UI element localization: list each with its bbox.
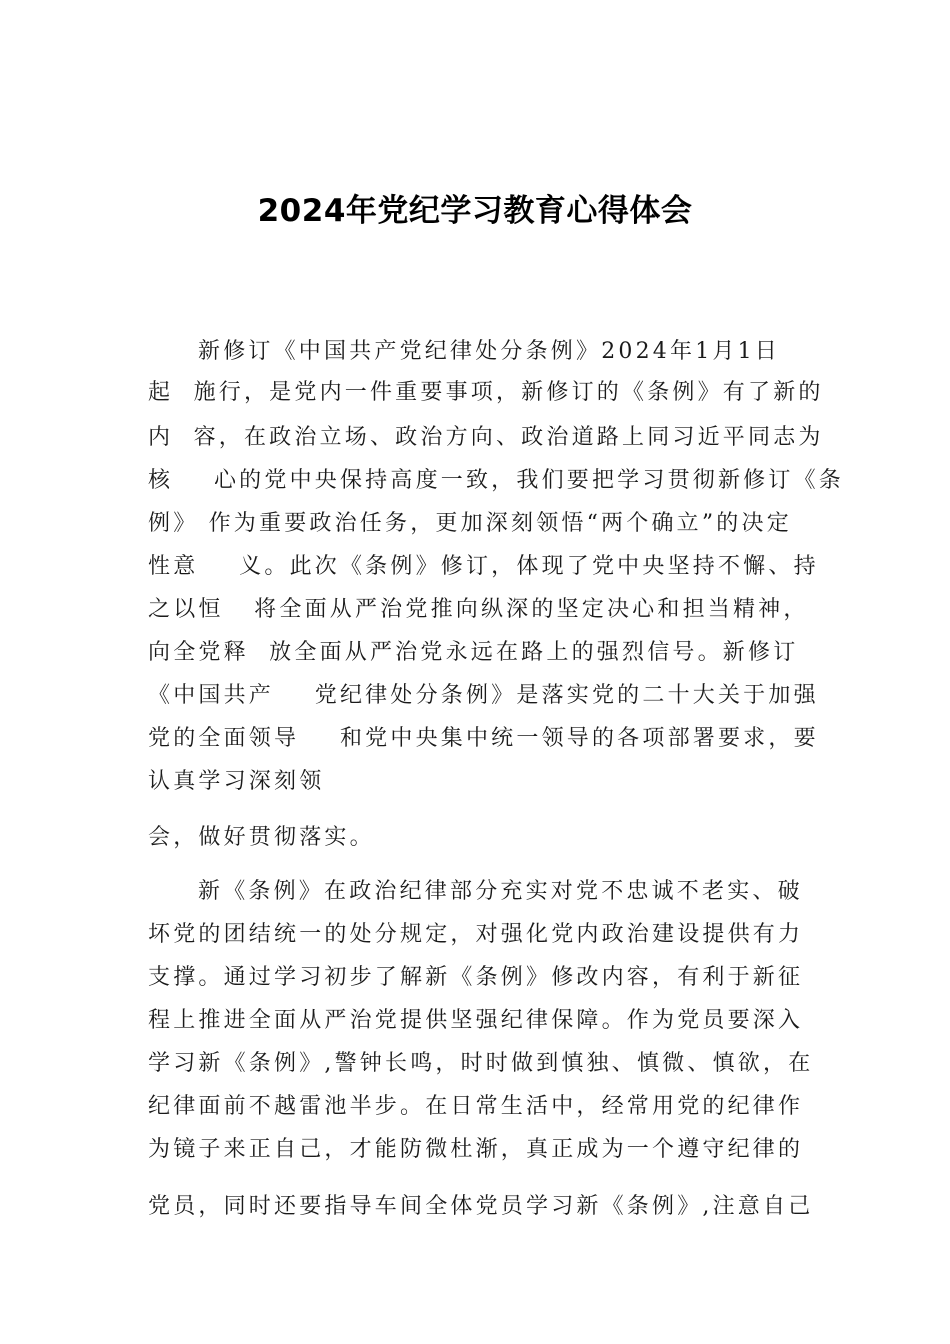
paragraph1-line-7: 之以恒 将全面从严治党推向纵深的坚定决心和担当精神， (148, 597, 809, 622)
paragraph1-line-8: 向全党释 放全面从严治党永远在路上的强烈信号。新修订 (148, 640, 799, 665)
paragraph1-line-9: 《中国共产 党纪律处分条例》是落实党的二十大关于加强 (148, 683, 819, 708)
paragraph1-line-11: 认真学习深刻领 (148, 769, 325, 794)
paragraph2-line-6: 纪律面前不越雷池半步。在日常生活中，经常用党的纪律作 (148, 1094, 804, 1119)
paragraph1-tail: 会，做好贯彻落实。 (148, 825, 375, 850)
paragraph1-line-4: 核 心的党中央保持高度一致，我们要把学习贯彻新修订《条 (148, 468, 844, 493)
paragraph2-line-3: 支撑。通过学习初步了解新《条例》修改内容，有利于新征 (148, 965, 804, 990)
paragraph2-line-2: 坏党的团结统一的处分规定，对强化党内政治建设提供有力 (148, 922, 804, 947)
paragraph2-line-5: 学习新《条例》,警钟长鸣，时时做到慎独、慎微、慎欲，在 (148, 1051, 814, 1076)
paragraph2-line-4: 程上推进全面从严治党提供坚强纪律保障。作为党员要深入 (148, 1008, 804, 1033)
paragraph1-line-1: 新修订《中国共产党纪律处分条例》2024年1月1日 (198, 339, 780, 364)
paragraph2-line-1: 新《条例》在政治纪律部分充实对党不忠诚不老实、破 (198, 879, 803, 904)
paragraph2-line-7: 为镜子来正自己，才能防微杜渐，真正成为一个遵守纪律的 (148, 1137, 804, 1162)
paragraph1-line-3: 内 容，在政治立场、政治方向、政治道路上同习近平同志为 (148, 425, 824, 450)
paragraph1-line-10: 党的全面领导 和党中央集中统一领导的各项部署要求，要 (148, 726, 819, 751)
document-title: 2024年党纪学习教育心得体会 (257, 193, 693, 229)
paragraph1-line-6: 性意 义。此次《条例》修订，体现了党中央坚持不懈、持 (148, 554, 819, 579)
paragraph1-line-5: 例》 作为重要政治任务，更加深刻领悟“两个确立”的决定 (148, 511, 792, 536)
paragraph2-line-8: 党员，同时还要指导车间全体党员学习新《条例》,注意自己 (148, 1194, 814, 1219)
paragraph1-line-2: 起 施行，是党内一件重要事项，新修订的《条例》有了新的 (148, 380, 824, 405)
